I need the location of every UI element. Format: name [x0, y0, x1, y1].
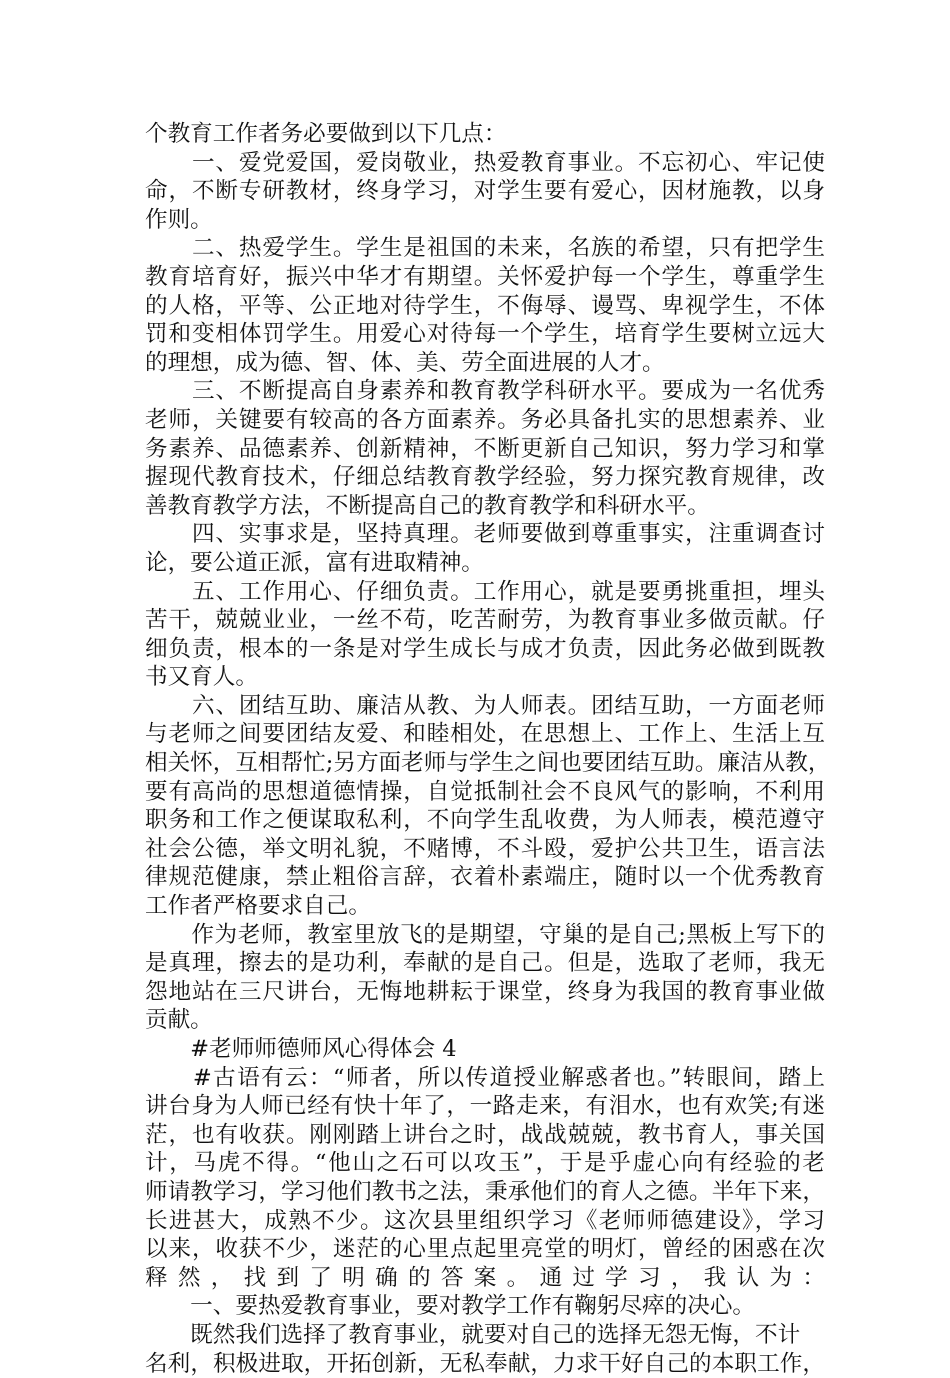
- text-line: 职务和工作之便谋取私利，不向学生乱收费，为人师表，模范遵守: [145, 807, 825, 834]
- text-line: 讲台身为人师已经有快十年了，一路走来，有泪水，也有欢笑;有迷: [145, 1093, 825, 1120]
- text-line: 怨地站在三尺讲台，无悔地耕耘于课堂，终身为我国的教育事业做: [145, 978, 825, 1005]
- text-line: #古语有云：“师者，所以传道授业解惑者也。”转眼间，踏上: [145, 1064, 825, 1091]
- text-line: 贡献。: [145, 1007, 213, 1034]
- text-line: 作为老师，教室里放飞的是期望，守巢的是自己;黑板上写下的: [145, 921, 825, 948]
- text-line: 论，要公道正派，富有进取精神。: [145, 549, 484, 576]
- text-line: 名利，积极进取，开拓创新，无私奉献，力求干好自己的本职工作，: [145, 1350, 825, 1377]
- text-line: 茫，也有收获。刚刚踏上讲台之时，战战兢兢，教书育人，事关国: [145, 1121, 825, 1148]
- text-line: 以来，收获不少，迷茫的心里点起里亮堂的明灯，曾经的困惑在次: [145, 1236, 825, 1263]
- text-line: 作则。: [145, 206, 213, 233]
- text-line: 命，不断专研教材，终身学习，对学生要有爱心，因材施教，以身: [145, 178, 825, 205]
- text-line: 相关怀，互相帮忙;另方面老师与学生之间也要团结互助。廉洁从教，: [145, 750, 831, 777]
- text-line: 长进甚大，成熟不少。这次县里组织学习《老师师德建设》，学习: [145, 1207, 825, 1234]
- text-line: 罚和变相体罚学生。用爱心对待每一个学生，培育学生要树立远大: [145, 321, 825, 348]
- text-line: #老师师德师风心得体会 4: [145, 1036, 457, 1062]
- text-line: 工作者严格要求自己。: [145, 893, 371, 920]
- text-line: 要有高尚的思想道德情操，自觉抵制社会不良风气的影响，不利用: [145, 778, 825, 805]
- text-line: 细负责，根本的一条是对学生成长与成才负责，因此务必做到既教: [145, 635, 825, 662]
- text-line: 释然，找到了明确的答案。通过学习，我认为：: [145, 1264, 825, 1291]
- text-line: 三、不断提高自身素养和教育教学科研水平。要成为一名优秀: [145, 378, 825, 405]
- text-line: 是真理，擦去的是功利，奉献的是自己。但是，选取了老师，我无: [145, 950, 825, 977]
- text-line: 书又育人。: [145, 664, 258, 691]
- text-line: 师请教学习，学习他们教书之法，秉承他们的育人之德。半年下来，: [145, 1178, 825, 1205]
- text-line: 四、实事求是，坚持真理。老师要做到尊重事实，注重调查讨: [145, 521, 825, 548]
- document-body-text: [145, 120, 831, 1378]
- text-line: 握现代教育技术，仔细总结教育教学经验，努力探究教育规律，改: [145, 464, 825, 491]
- text-line: 老师，关键要有较高的各方面素养。务必具备扎实的思想素养、业: [145, 406, 825, 433]
- text-line: 个教育工作者务必要做到以下几点：: [145, 121, 507, 147]
- text-line: 社会公德，举文明礼貌，不赌博，不斗殴，爱护公共卫生，语言法: [145, 835, 825, 862]
- text-line: 的人格，平等、公正地对待学生，不侮辱、谩骂、卑视学生，不体: [145, 292, 825, 319]
- text-line: 一、爱党爱国，爱岗敬业，热爱教育事业。不忘初心、牢记使: [145, 149, 825, 176]
- text-line: 律规范健康，禁止粗俗言辞，衣着朴素端庄，随时以一个优秀教育: [145, 864, 825, 891]
- text-line: 五、工作用心、仔细负责。工作用心，就是要勇挑重担，埋头: [145, 578, 825, 605]
- text-line: 苦干，兢兢业业，一丝不苟，吃苦耐劳，为教育事业多做贡献。仔: [145, 607, 825, 634]
- text-line: 务素养、品德素养、创新精神，不断更新自己知识，努力学习和掌: [145, 435, 825, 462]
- text-line: 计，马虎不得。“他山之石可以攻玉”，于是乎虚心向有经验的老: [145, 1150, 825, 1177]
- text-line: 六、团结互助、廉洁从教、为人师表。团结互助，一方面老师: [145, 692, 825, 719]
- text-line: 一、要热爱教育事业，要对教学工作有鞠躬尽瘁的决心。: [145, 1293, 756, 1320]
- text-line: 既然我们选择了教育事业，就要对自己的选择无怨无悔，不计: [145, 1321, 801, 1348]
- text-line: 教育培育好，振兴中华才有期望。关怀爱护每一个学生，尊重学生: [145, 263, 825, 290]
- text-line: 二、热爱学生。学生是祖国的未来，名族的希望，只有把学生: [145, 235, 825, 262]
- text-line: 善教育教学方法，不断提高自己的教育教学和科研水平。: [145, 492, 710, 519]
- text-line: 的理想，成为德、智、体、美、劳全面进展的人才。: [145, 349, 665, 376]
- text-line: 与老师之间要团结友爱、和睦相处，在思想上、工作上、生活上互: [145, 721, 825, 748]
